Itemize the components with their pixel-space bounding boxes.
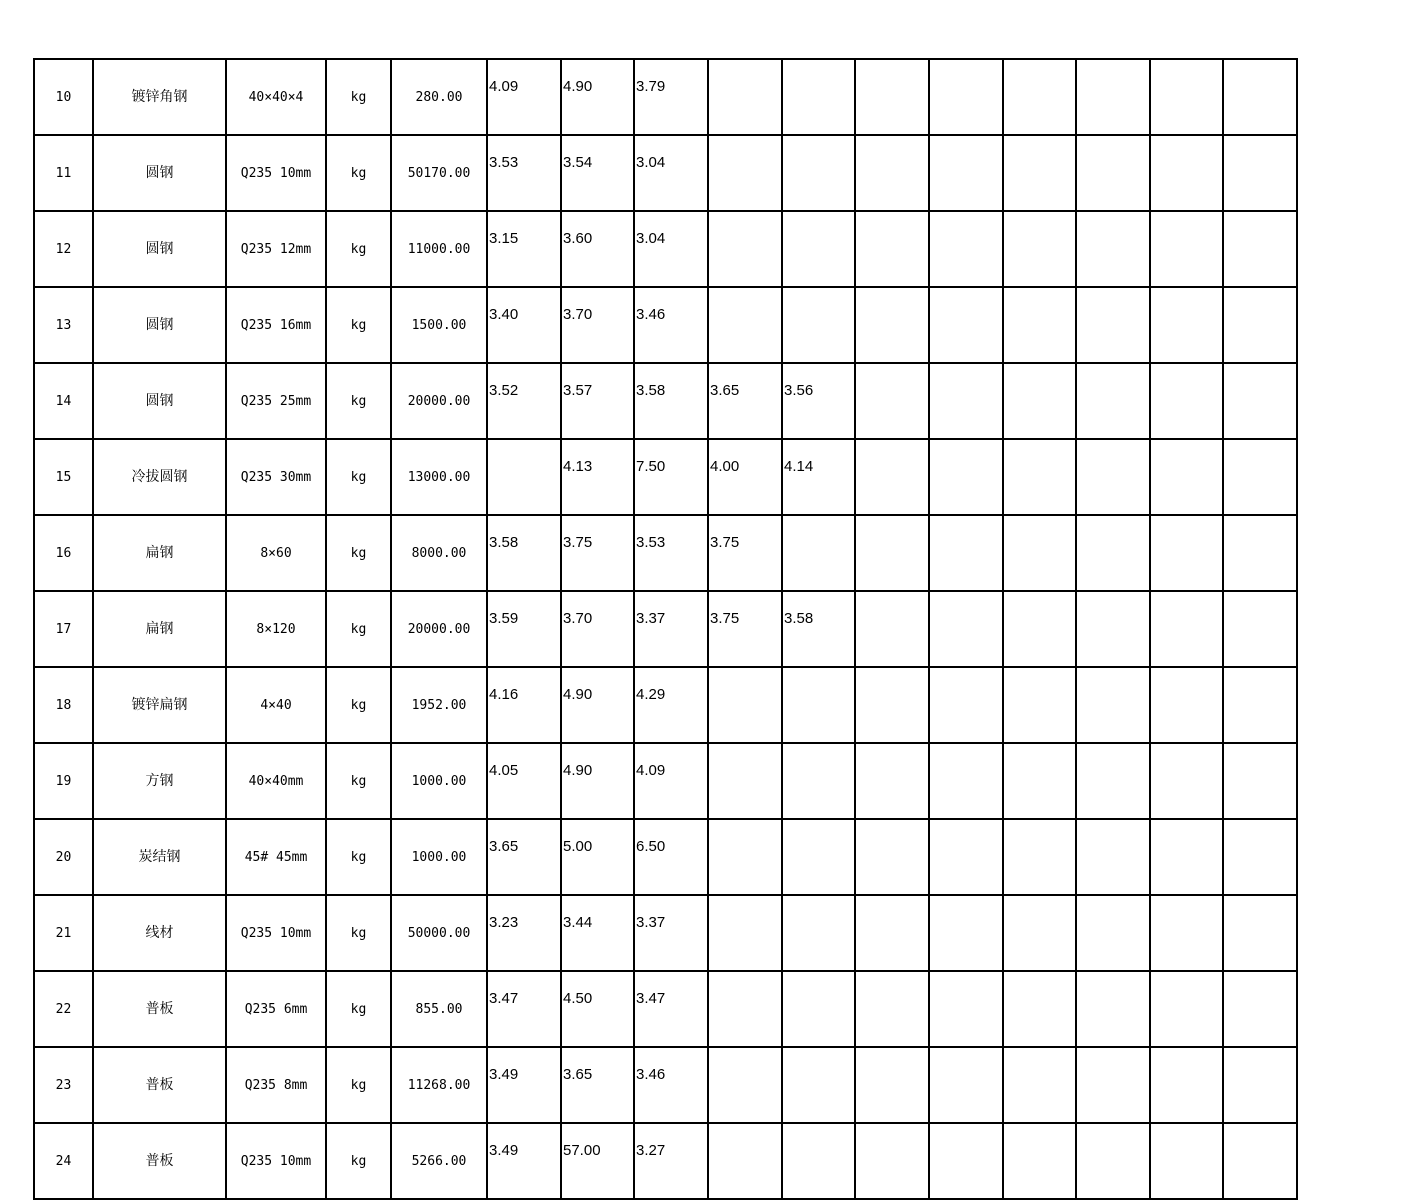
empty-cell[interactable] xyxy=(855,971,929,1047)
quantity-cell[interactable]: 20000.00 xyxy=(391,363,487,439)
empty-cell[interactable] xyxy=(855,819,929,895)
quantity-cell[interactable]: 1000.00 xyxy=(391,819,487,895)
unit-cell[interactable]: kg xyxy=(326,667,391,743)
empty-cell[interactable] xyxy=(1076,591,1150,667)
price-cell-5[interactable] xyxy=(782,971,855,1047)
material-name-cell[interactable]: 普板 xyxy=(93,971,226,1047)
empty-cell[interactable] xyxy=(855,895,929,971)
price-cell-4[interactable]: 4.00 xyxy=(708,439,782,515)
row-number-cell[interactable]: 20 xyxy=(34,819,93,895)
empty-cell[interactable] xyxy=(855,1123,929,1199)
price-cell-2[interactable]: 3.60 xyxy=(561,211,634,287)
unit-cell[interactable]: kg xyxy=(326,591,391,667)
unit-cell[interactable]: kg xyxy=(326,439,391,515)
price-cell-1[interactable]: 3.49 xyxy=(487,1047,561,1123)
quantity-cell[interactable]: 13000.00 xyxy=(391,439,487,515)
empty-cell[interactable] xyxy=(1223,1123,1297,1199)
price-cell-5[interactable] xyxy=(782,895,855,971)
material-name-cell[interactable]: 普板 xyxy=(93,1123,226,1199)
price-cell-5[interactable] xyxy=(782,1123,855,1199)
empty-cell[interactable] xyxy=(929,515,1003,591)
empty-cell[interactable] xyxy=(1003,439,1076,515)
price-cell-4[interactable] xyxy=(708,287,782,363)
empty-cell[interactable] xyxy=(1003,819,1076,895)
empty-cell[interactable] xyxy=(1150,287,1223,363)
price-cell-4[interactable] xyxy=(708,819,782,895)
empty-cell[interactable] xyxy=(929,363,1003,439)
empty-cell[interactable] xyxy=(1076,135,1150,211)
price-cell-3[interactable]: 3.37 xyxy=(634,895,708,971)
price-cell-3[interactable]: 3.37 xyxy=(634,591,708,667)
empty-cell[interactable] xyxy=(1003,59,1076,135)
unit-cell[interactable]: kg xyxy=(326,819,391,895)
empty-cell[interactable] xyxy=(1003,591,1076,667)
price-cell-4[interactable] xyxy=(708,743,782,819)
material-name-cell[interactable]: 圆钢 xyxy=(93,363,226,439)
row-number-cell[interactable]: 16 xyxy=(34,515,93,591)
quantity-cell[interactable]: 8000.00 xyxy=(391,515,487,591)
price-cell-5[interactable] xyxy=(782,287,855,363)
unit-cell[interactable]: kg xyxy=(326,59,391,135)
price-cell-2[interactable]: 5.00 xyxy=(561,819,634,895)
price-cell-3[interactable]: 3.46 xyxy=(634,287,708,363)
empty-cell[interactable] xyxy=(1076,287,1150,363)
empty-cell[interactable] xyxy=(1076,743,1150,819)
table-row xyxy=(34,135,1297,211)
price-cell-1[interactable]: 3.65 xyxy=(487,819,561,895)
empty-cell[interactable] xyxy=(929,135,1003,211)
unit-cell[interactable]: kg xyxy=(326,895,391,971)
price-cell-3[interactable]: 6.50 xyxy=(634,819,708,895)
empty-cell[interactable] xyxy=(929,971,1003,1047)
price-cell-1[interactable] xyxy=(487,439,561,515)
unit-cell[interactable]: kg xyxy=(326,743,391,819)
empty-cell[interactable] xyxy=(929,895,1003,971)
empty-cell[interactable] xyxy=(1076,895,1150,971)
specification-cell[interactable]: 4×40 xyxy=(226,667,326,743)
price-cell-3[interactable]: 3.46 xyxy=(634,1047,708,1123)
table-row xyxy=(34,1047,1297,1123)
price-cell-5[interactable] xyxy=(782,743,855,819)
quantity-cell[interactable]: 20000.00 xyxy=(391,591,487,667)
material-name-cell[interactable]: 圆钢 xyxy=(93,287,226,363)
empty-cell[interactable] xyxy=(1003,971,1076,1047)
price-cell-2[interactable]: 4.50 xyxy=(561,971,634,1047)
material-name-cell[interactable]: 扁钢 xyxy=(93,515,226,591)
empty-cell[interactable] xyxy=(1150,211,1223,287)
empty-cell[interactable] xyxy=(1150,363,1223,439)
price-cell-5[interactable] xyxy=(782,135,855,211)
unit-cell[interactable]: kg xyxy=(326,515,391,591)
table-row xyxy=(34,287,1297,363)
empty-cell[interactable] xyxy=(1223,59,1297,135)
table-row xyxy=(34,971,1297,1047)
empty-cell[interactable] xyxy=(1076,515,1150,591)
price-cell-3[interactable]: 3.27 xyxy=(634,1123,708,1199)
price-cell-4[interactable]: 3.75 xyxy=(708,591,782,667)
empty-cell[interactable] xyxy=(1076,439,1150,515)
specification-cell[interactable]: Q235 25mm xyxy=(226,363,326,439)
price-cell-5[interactable]: 3.58 xyxy=(782,591,855,667)
row-number-cell[interactable]: 12 xyxy=(34,211,93,287)
empty-cell[interactable] xyxy=(1223,895,1297,971)
quantity-cell[interactable]: 1000.00 xyxy=(391,743,487,819)
empty-cell[interactable] xyxy=(929,211,1003,287)
quantity-cell[interactable]: 280.00 xyxy=(391,59,487,135)
price-cell-3[interactable]: 4.09 xyxy=(634,743,708,819)
empty-cell[interactable] xyxy=(1076,971,1150,1047)
price-cell-1[interactable]: 3.47 xyxy=(487,971,561,1047)
price-cell-2[interactable]: 4.90 xyxy=(561,667,634,743)
table-row xyxy=(34,1123,1297,1199)
price-cell-1[interactable]: 3.52 xyxy=(487,363,561,439)
empty-cell[interactable] xyxy=(1223,1047,1297,1123)
price-cell-2[interactable]: 3.54 xyxy=(561,135,634,211)
price-cell-5[interactable]: 3.56 xyxy=(782,363,855,439)
quantity-cell[interactable]: 5266.00 xyxy=(391,1123,487,1199)
empty-cell[interactable] xyxy=(855,743,929,819)
empty-cell[interactable] xyxy=(1150,743,1223,819)
empty-cell[interactable] xyxy=(929,59,1003,135)
empty-cell[interactable] xyxy=(1150,135,1223,211)
specification-cell[interactable]: 45# 45mm xyxy=(226,819,326,895)
price-cell-1[interactable]: 3.40 xyxy=(487,287,561,363)
specification-cell[interactable]: Q235 30mm xyxy=(226,439,326,515)
empty-cell[interactable] xyxy=(929,287,1003,363)
price-comparison-table xyxy=(33,58,1298,1200)
price-cell-1[interactable]: 4.05 xyxy=(487,743,561,819)
empty-cell[interactable] xyxy=(929,1047,1003,1123)
row-number-cell[interactable]: 21 xyxy=(34,895,93,971)
empty-cell[interactable] xyxy=(855,363,929,439)
table-row xyxy=(34,895,1297,971)
price-cell-4[interactable] xyxy=(708,135,782,211)
row-number-cell[interactable]: 18 xyxy=(34,667,93,743)
empty-cell[interactable] xyxy=(1223,819,1297,895)
empty-cell[interactable] xyxy=(1150,515,1223,591)
unit-cell[interactable]: kg xyxy=(326,211,391,287)
empty-cell[interactable] xyxy=(1223,667,1297,743)
empty-cell[interactable] xyxy=(855,667,929,743)
empty-cell[interactable] xyxy=(929,591,1003,667)
empty-cell[interactable] xyxy=(1223,439,1297,515)
price-cell-1[interactable]: 3.23 xyxy=(487,895,561,971)
empty-cell[interactable] xyxy=(1003,211,1076,287)
material-name-cell[interactable]: 镀锌角钢 xyxy=(93,59,226,135)
table-row xyxy=(34,363,1297,439)
empty-cell[interactable] xyxy=(1003,135,1076,211)
price-cell-2[interactable]: 4.13 xyxy=(561,439,634,515)
row-number-cell[interactable]: 17 xyxy=(34,591,93,667)
table-row xyxy=(34,515,1297,591)
empty-cell[interactable] xyxy=(1223,971,1297,1047)
quantity-cell[interactable]: 1500.00 xyxy=(391,287,487,363)
price-cell-5[interactable] xyxy=(782,59,855,135)
price-cell-4[interactable] xyxy=(708,1047,782,1123)
row-number-cell[interactable]: 19 xyxy=(34,743,93,819)
price-cell-1[interactable]: 3.53 xyxy=(487,135,561,211)
material-name-cell[interactable]: 圆钢 xyxy=(93,211,226,287)
empty-cell[interactable] xyxy=(929,667,1003,743)
empty-cell[interactable] xyxy=(1003,1047,1076,1123)
quantity-cell[interactable]: 1952.00 xyxy=(391,667,487,743)
price-cell-3[interactable]: 7.50 xyxy=(634,439,708,515)
price-cell-3[interactable]: 4.29 xyxy=(634,667,708,743)
material-name-cell[interactable]: 镀锌扁钢 xyxy=(93,667,226,743)
quantity-cell[interactable]: 11000.00 xyxy=(391,211,487,287)
material-name-cell[interactable]: 炭结钢 xyxy=(93,819,226,895)
quantity-cell[interactable]: 855.00 xyxy=(391,971,487,1047)
quantity-cell[interactable]: 50000.00 xyxy=(391,895,487,971)
material-name-cell[interactable]: 线材 xyxy=(93,895,226,971)
price-cell-1[interactable]: 4.16 xyxy=(487,667,561,743)
table-row xyxy=(34,743,1297,819)
empty-cell[interactable] xyxy=(929,1123,1003,1199)
price-cell-4[interactable] xyxy=(708,971,782,1047)
price-cell-3[interactable]: 3.47 xyxy=(634,971,708,1047)
empty-cell[interactable] xyxy=(1223,135,1297,211)
specification-cell[interactable]: Q235 12mm xyxy=(226,211,326,287)
price-cell-3[interactable]: 3.79 xyxy=(634,59,708,135)
empty-cell[interactable] xyxy=(855,211,929,287)
material-name-cell[interactable]: 方钢 xyxy=(93,743,226,819)
price-cell-5[interactable] xyxy=(782,667,855,743)
price-cell-4[interactable] xyxy=(708,59,782,135)
empty-cell[interactable] xyxy=(1150,895,1223,971)
empty-cell[interactable] xyxy=(855,59,929,135)
unit-cell[interactable]: kg xyxy=(326,1123,391,1199)
quantity-cell[interactable]: 11268.00 xyxy=(391,1047,487,1123)
empty-cell[interactable] xyxy=(1003,743,1076,819)
table-body xyxy=(34,59,1297,1199)
specification-cell[interactable]: 40×40×4 xyxy=(226,59,326,135)
price-cell-5[interactable] xyxy=(782,1047,855,1123)
price-cell-2[interactable]: 4.90 xyxy=(561,59,634,135)
row-number-cell[interactable]: 22 xyxy=(34,971,93,1047)
row-number-cell[interactable]: 10 xyxy=(34,59,93,135)
material-name-cell[interactable]: 普板 xyxy=(93,1047,226,1123)
empty-cell[interactable] xyxy=(1150,819,1223,895)
empty-cell[interactable] xyxy=(929,819,1003,895)
empty-cell[interactable] xyxy=(1150,59,1223,135)
price-cell-3[interactable]: 3.04 xyxy=(634,135,708,211)
empty-cell[interactable] xyxy=(1223,211,1297,287)
empty-cell[interactable] xyxy=(855,515,929,591)
price-cell-1[interactable]: 4.09 xyxy=(487,59,561,135)
price-cell-5[interactable] xyxy=(782,819,855,895)
row-number-cell[interactable]: 23 xyxy=(34,1047,93,1123)
specification-cell[interactable]: Q235 6mm xyxy=(226,971,326,1047)
row-number-cell[interactable]: 13 xyxy=(34,287,93,363)
unit-cell[interactable]: kg xyxy=(326,1047,391,1123)
unit-cell[interactable]: kg xyxy=(326,363,391,439)
row-number-cell[interactable]: 15 xyxy=(34,439,93,515)
empty-cell[interactable] xyxy=(1076,211,1150,287)
unit-cell[interactable]: kg xyxy=(326,971,391,1047)
price-cell-2[interactable]: 3.44 xyxy=(561,895,634,971)
price-cell-2[interactable]: 3.57 xyxy=(561,363,634,439)
unit-cell[interactable]: kg xyxy=(326,135,391,211)
price-cell-4[interactable] xyxy=(708,1123,782,1199)
price-cell-4[interactable] xyxy=(708,211,782,287)
empty-cell[interactable] xyxy=(1223,287,1297,363)
price-cell-2[interactable]: 3.70 xyxy=(561,287,634,363)
empty-cell[interactable] xyxy=(929,439,1003,515)
price-cell-1[interactable]: 3.58 xyxy=(487,515,561,591)
price-cell-2[interactable]: 3.65 xyxy=(561,1047,634,1123)
empty-cell[interactable] xyxy=(1003,667,1076,743)
table-row xyxy=(34,59,1297,135)
material-name-cell[interactable]: 扁钢 xyxy=(93,591,226,667)
empty-cell[interactable] xyxy=(1076,363,1150,439)
empty-cell[interactable] xyxy=(1150,1047,1223,1123)
row-number-cell[interactable]: 14 xyxy=(34,363,93,439)
price-cell-4[interactable]: 3.65 xyxy=(708,363,782,439)
table-row xyxy=(34,667,1297,743)
empty-cell[interactable] xyxy=(855,1047,929,1123)
price-cell-5[interactable] xyxy=(782,211,855,287)
empty-cell[interactable] xyxy=(1003,1123,1076,1199)
price-cell-1[interactable]: 3.15 xyxy=(487,211,561,287)
specification-cell[interactable]: Q235 10mm xyxy=(226,135,326,211)
empty-cell[interactable] xyxy=(1076,1047,1150,1123)
price-cell-3[interactable]: 3.58 xyxy=(634,363,708,439)
quantity-cell[interactable]: 50170.00 xyxy=(391,135,487,211)
price-cell-4[interactable]: 3.75 xyxy=(708,515,782,591)
empty-cell[interactable] xyxy=(855,135,929,211)
empty-cell[interactable] xyxy=(1223,591,1297,667)
specification-cell[interactable]: 8×120 xyxy=(226,591,326,667)
empty-cell[interactable] xyxy=(1003,363,1076,439)
price-cell-5[interactable] xyxy=(782,515,855,591)
empty-cell[interactable] xyxy=(1150,591,1223,667)
empty-cell[interactable] xyxy=(1003,895,1076,971)
table-row xyxy=(34,211,1297,287)
unit-cell[interactable]: kg xyxy=(326,287,391,363)
empty-cell[interactable] xyxy=(1223,363,1297,439)
specification-cell[interactable]: 40×40mm xyxy=(226,743,326,819)
material-name-cell[interactable]: 圆钢 xyxy=(93,135,226,211)
empty-cell[interactable] xyxy=(855,287,929,363)
empty-cell[interactable] xyxy=(855,591,929,667)
empty-cell[interactable] xyxy=(855,439,929,515)
price-cell-4[interactable] xyxy=(708,667,782,743)
table-row xyxy=(34,819,1297,895)
empty-cell[interactable] xyxy=(1003,515,1076,591)
price-cell-2[interactable]: 3.70 xyxy=(561,591,634,667)
specification-cell[interactable]: Q235 10mm xyxy=(226,1123,326,1199)
price-cell-2[interactable]: 3.75 xyxy=(561,515,634,591)
specification-cell[interactable]: Q235 16mm xyxy=(226,287,326,363)
row-number-cell[interactable]: 11 xyxy=(34,135,93,211)
price-cell-4[interactable] xyxy=(708,895,782,971)
empty-cell[interactable] xyxy=(1076,819,1150,895)
price-cell-5[interactable]: 4.14 xyxy=(782,439,855,515)
row-number-cell[interactable]: 24 xyxy=(34,1123,93,1199)
empty-cell[interactable] xyxy=(1150,1123,1223,1199)
specification-cell[interactable]: 8×60 xyxy=(226,515,326,591)
empty-cell[interactable] xyxy=(929,743,1003,819)
empty-cell[interactable] xyxy=(1076,59,1150,135)
empty-cell[interactable] xyxy=(1076,667,1150,743)
price-cell-2[interactable]: 4.90 xyxy=(561,743,634,819)
empty-cell[interactable] xyxy=(1003,287,1076,363)
empty-cell[interactable] xyxy=(1150,971,1223,1047)
specification-cell[interactable]: Q235 8mm xyxy=(226,1047,326,1123)
empty-cell[interactable] xyxy=(1150,439,1223,515)
empty-cell[interactable] xyxy=(1223,743,1297,819)
price-cell-3[interactable]: 3.04 xyxy=(634,211,708,287)
empty-cell[interactable] xyxy=(1150,667,1223,743)
specification-cell[interactable]: Q235 10mm xyxy=(226,895,326,971)
empty-cell[interactable] xyxy=(1076,1123,1150,1199)
table-row xyxy=(34,439,1297,515)
price-cell-1[interactable]: 3.59 xyxy=(487,591,561,667)
price-cell-2[interactable]: 57.00 xyxy=(561,1123,634,1199)
material-name-cell[interactable]: 冷拔圆钢 xyxy=(93,439,226,515)
empty-cell[interactable] xyxy=(1223,515,1297,591)
table-row xyxy=(34,591,1297,667)
price-cell-3[interactable]: 3.53 xyxy=(634,515,708,591)
price-cell-1[interactable]: 3.49 xyxy=(487,1123,561,1199)
